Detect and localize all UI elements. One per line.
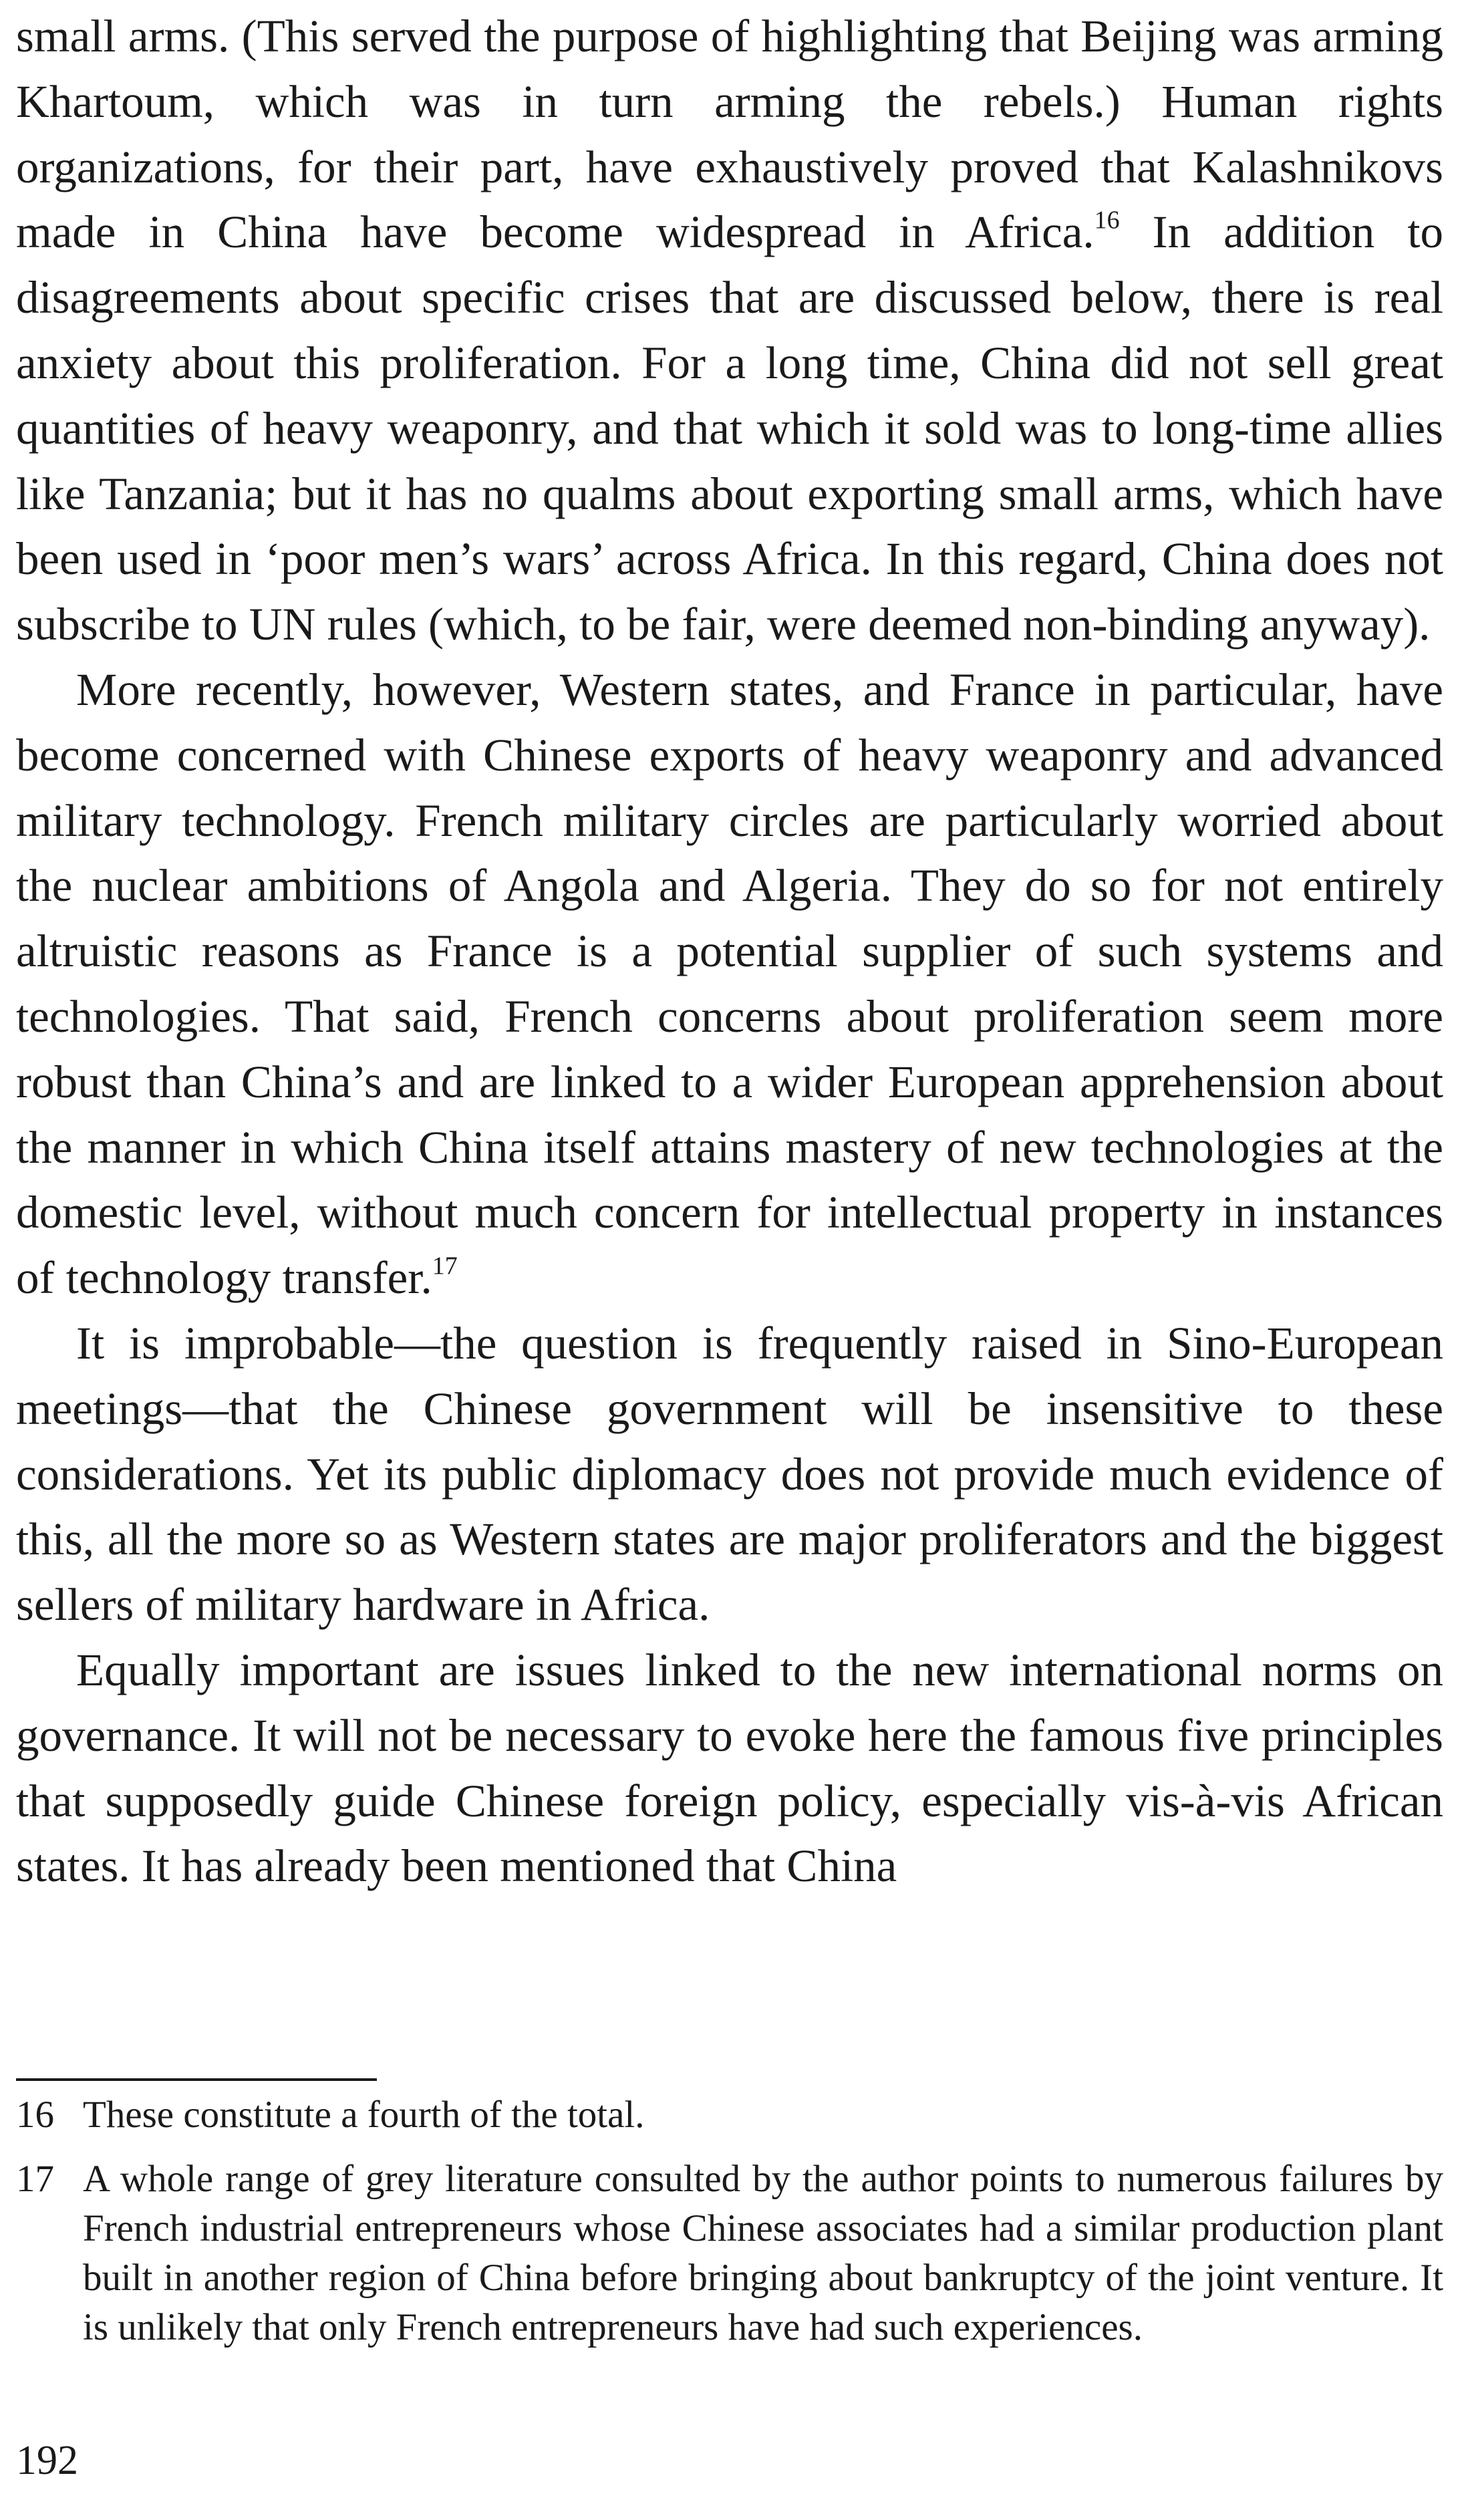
- footnote-number: 17: [16, 2158, 54, 2200]
- paragraph-2: [16, 658, 1443, 1311]
- footnote-text: A whole range of grey literature consulted by the author points to numerous failures by French industrial entrepreneurs whose Chinese associates had a similar production plant built in another region of China before bringing about bankruptcy of the joint venture. It is unlikely that only French entrepreneurs have had such experiences.: [83, 2158, 1443, 2348]
- footnote-16: [16, 2090, 1443, 2140]
- body-text: [16, 4, 1443, 1899]
- paragraph-1-text-a: small arms. (This served the purpose of highlighting that Beijing was arming Khartoum, which was in turn arming the rebels.) Human rights organizations, for their part, have exhaustively proved that Kalashnikovs made in China have become widespread in Africa.: [16, 11, 1443, 258]
- footnote-ref-16: 16: [1094, 206, 1120, 235]
- footnote-number: 16: [16, 2094, 54, 2136]
- footnote-17: [16, 2154, 1443, 2352]
- footnote-divider: [16, 2078, 377, 2081]
- paragraph-3: It is improbable—the question is frequently raised in Sino-European meetings—that the Chinese government will be insensitive to these considerations. Yet its public diplomacy does not provide much evidence of this, all the more so as Western states are major proliferators and the biggest sellers of military hardware in Africa.: [16, 1317, 1443, 1631]
- book-page: [16, 0, 1443, 2520]
- page-number: 192: [16, 2438, 78, 2483]
- footnote-ref-17: 17: [432, 1252, 458, 1280]
- paragraph-4: Equally important are issues linked to the new international norms on governance. It will not be necessary to evoke here the famous five principles that supposedly guide Chinese foreign policy, especially vis-à-vis African states. It has already been mentioned that China: [16, 1644, 1443, 1892]
- footnotes: [16, 2090, 1443, 2367]
- footnote-text: These constitute a fourth of the total.: [83, 2094, 645, 2136]
- paragraph-1-text-b: In addition to disagreements about specific crises that are discussed below, there is real anxiety about this proliferation. For a long time, China did not sell great quantities of heavy weaponry, and that which it sold was to long-time allies like Tanzania; but it has no qualms about exporting small arms, which have been used in ‘poor men’s wars’ across Africa. In this regard, China does not subscribe to UN rules (which, to be fair, were deemed non-binding anyway).: [16, 206, 1443, 650]
- paragraph-1: [16, 4, 1443, 658]
- paragraph-2-text: More recently, however, Western states, and France in particular, have become concerned with Chinese exports of heavy weaponry and advanced military technology. French military circles are particularly worried about the nuclear ambitions of Angola and Algeria. They do so for not entirely altruistic reasons as France is a potential supplier of such systems and technologies. That said, French concerns about proliferation seem more robust than China’s and are linked to a wider European apprehension about the manner in which China itself attains mastery of new technologies at the domestic level, without much concern for intellectual property in instances of technology transfer.: [16, 664, 1443, 1304]
